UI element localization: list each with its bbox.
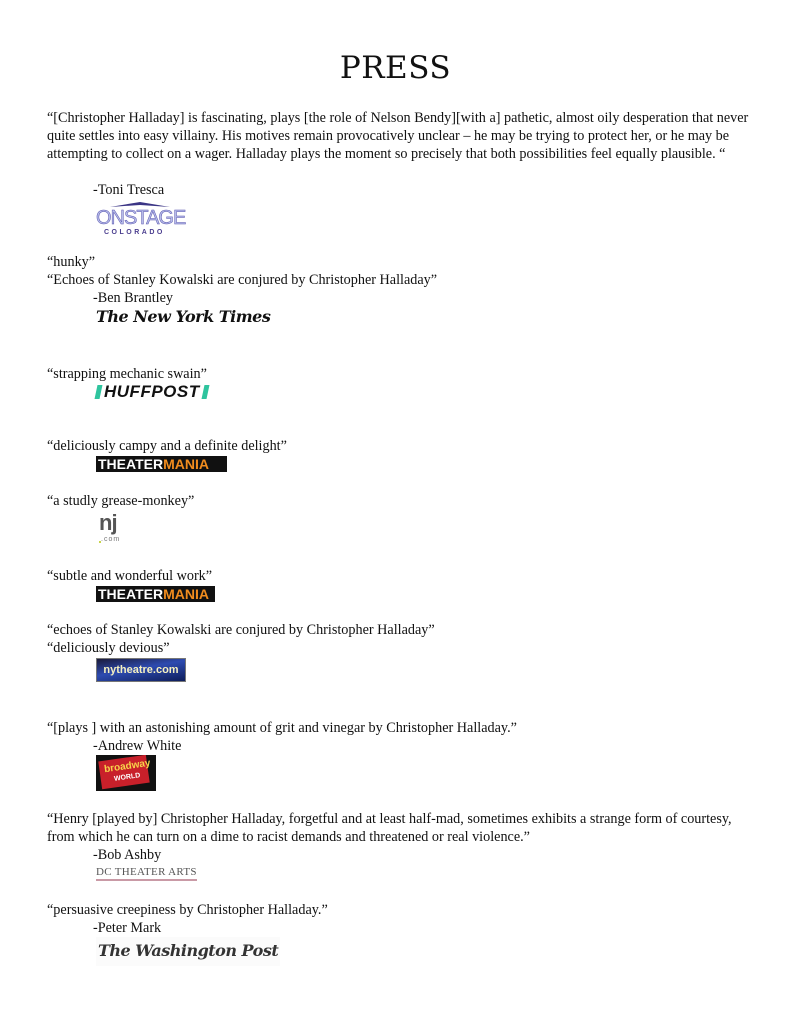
new-york-times-logo: The New York Times: [96, 307, 271, 326]
review-quote: “persuasive creepiness by Christopher Halladay.”: [47, 902, 328, 918]
dc-theater-arts-logo: DC THEATER ARTS: [96, 866, 197, 881]
review-quote: “strapping mechanic swain”: [47, 366, 207, 382]
review-quote: “Echoes of Stanley Kowalski are conjured by Christopher Halladay”: [47, 272, 438, 288]
broadway-world-logo: broadway WORLD: [96, 755, 156, 791]
review-author: -Ben Brantley: [93, 290, 173, 306]
review-quote: “a studly grease-monkey”: [47, 493, 195, 509]
nytheatre-logo: nytheatre.com: [96, 658, 186, 682]
review-quote: “hunky”: [47, 254, 96, 270]
review-quote: “[Christopher Halladay] is fascinating, plays [the role of Nelson Bendy][with a] pathetic, almost oily desperation that never quite settles into easy villainy. His motives remain provocatively unclear – he may be trying to protect her, or he may be attempting to collect on a wager. Halladay plays the moment so precisely that both possibilities feel equally plausible. “: [47, 110, 749, 162]
washington-post-logo: The Washington Post: [96, 937, 280, 966]
review-author: -Toni Tresca: [93, 182, 165, 198]
review-author: -Peter Mark: [93, 920, 162, 936]
page-title: PRESS: [339, 50, 452, 86]
review-quote: “deliciously campy and a definite delight”: [47, 438, 287, 454]
review-quote: “[plays ] with an astonishing amount of grit and vinegar by Christopher Halladay.”: [47, 720, 517, 736]
theatermania-logo: THEATER MANIA: [96, 456, 227, 472]
onstage-colorado-logo: ONSTAGE COLORADO: [96, 200, 186, 236]
review-author: -Andrew White: [93, 738, 182, 754]
huffpost-logo: HUFFPOST: [96, 384, 208, 400]
review-quote: “echoes of Stanley Kowalski are conjured by Christopher Halladay”: [47, 622, 435, 638]
review-quote: “deliciously devious”: [47, 640, 170, 656]
review-quote: “Henry [played by] Christopher Halladay, forgetful and at least half-mad, sometimes exhibits a strange form of courtesy, from which he can turn on a dime to racist demands and threatened or real violence.”: [47, 811, 732, 845]
review-author: -Bob Ashby: [93, 847, 162, 863]
review-quote: “subtle and wonderful work”: [47, 568, 213, 584]
theatermania-logo: THEATER MANIA: [96, 586, 215, 602]
nj-com-logo: nj .com: [99, 510, 121, 543]
